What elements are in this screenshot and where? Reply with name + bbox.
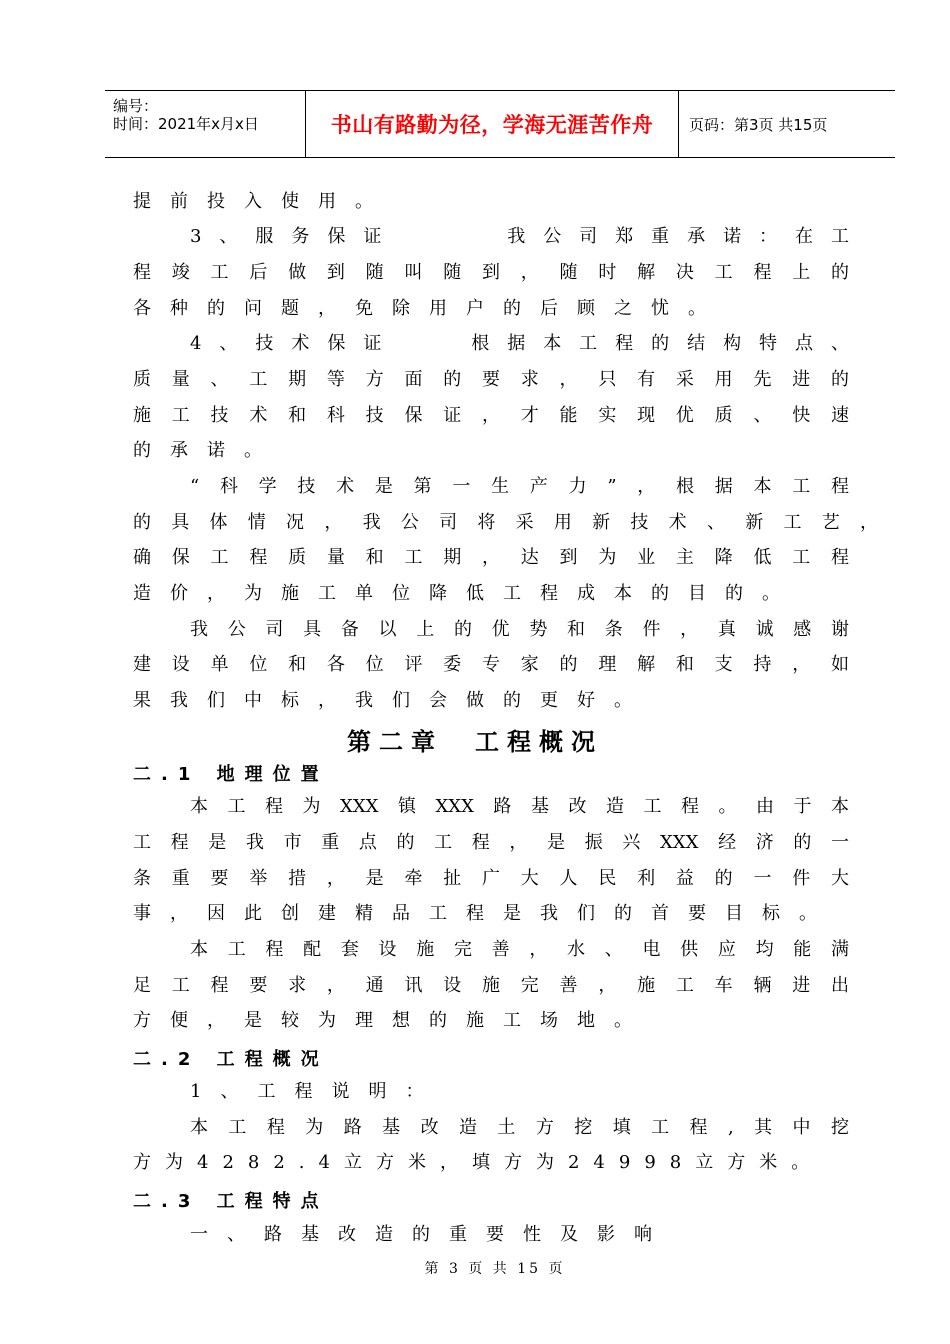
- body-line: 足工程要求，通讯设施完善，施工车辆进出: [133, 975, 849, 996]
- body-line: 工程是我市重点的工程，是振兴XXX经济的一: [133, 832, 849, 853]
- body-line: 一、路基改造的重要性及影响: [190, 1224, 671, 1245]
- body-line: 施工技术和科技保证，才能实现优质、快速: [133, 405, 849, 426]
- body-line: 本工程配套设施完善，水、电供应均能满: [190, 939, 849, 960]
- body-line: 本工程为路基改造土方挖填工程,其中挖: [190, 1117, 849, 1138]
- body-line: 建设单位和各位评委专家的理解和支持，如: [133, 654, 849, 675]
- body-line: 的具体情况，我公司将采用新技术、新工艺，: [133, 512, 878, 533]
- header-motto-cell: [306, 91, 679, 157]
- body-line: 事，因此创建精品工程是我们的首要目标。: [133, 903, 836, 924]
- body-line: 各种的问题，免除用户的后顾之忧。: [133, 298, 725, 319]
- section-title: 二.3 工程特点: [133, 1191, 329, 1212]
- body-line: 确保工程质量和工期，达到为业主降低工程: [133, 547, 849, 568]
- body-line: 本工程为XXX镇XXX路基改造工程。由于本: [190, 796, 849, 817]
- body-line: 造价，为施工单位降低工程成本的目的。: [133, 583, 799, 604]
- section-title: 二.1 地理位置: [133, 764, 329, 785]
- header-meta-cell: [105, 91, 306, 157]
- section-title: 二.2 工程概况: [133, 1049, 329, 1070]
- document-number-label: 编号：: [113, 97, 159, 115]
- body-line: 的承诺。: [133, 440, 281, 461]
- page-header: [105, 90, 895, 158]
- body-line: 4、技术保证 根据本工程的结构特点、: [190, 333, 849, 354]
- header-motto: 书山有路勤为径，学海无涯苦作舟: [330, 113, 654, 137]
- header-page-info: 页码：第3页 共15页: [689, 115, 828, 134]
- body-line: 方便，是较为理想的施工场地。: [133, 1010, 651, 1031]
- body-line: 3、服务保证 我公司郑重承诺：在工: [190, 226, 849, 247]
- chapter-title: 第二章 工程概况: [347, 728, 603, 756]
- body-line: 条重要举措，是牵扯广大人民利益的一件大: [133, 868, 849, 889]
- page-footer: 第 3 页 共 15 页: [424, 1261, 566, 1277]
- body-line: 我公司具备以上的优势和条件，真诚感谢: [190, 619, 849, 640]
- body-line: 质量、工期等方面的要求，只有采用先进的: [133, 369, 849, 390]
- body-line: 果我们中标，我们会做的更好。: [133, 690, 651, 711]
- body-line: 方为4282.4立方米，填方为24998立方米。: [133, 1152, 824, 1173]
- header-page-cell: [679, 91, 895, 157]
- body-line: “科学技术是第一生产力”，根据本工程: [190, 476, 849, 497]
- body-line: 提前投入使用。: [133, 191, 392, 212]
- document-time-label: 时间：2021年x月x日: [113, 115, 259, 133]
- body-line: 程竣工后做到随叫随到，随时解决工程上的: [133, 262, 849, 283]
- body-line: 1、工程说明：: [190, 1081, 443, 1102]
